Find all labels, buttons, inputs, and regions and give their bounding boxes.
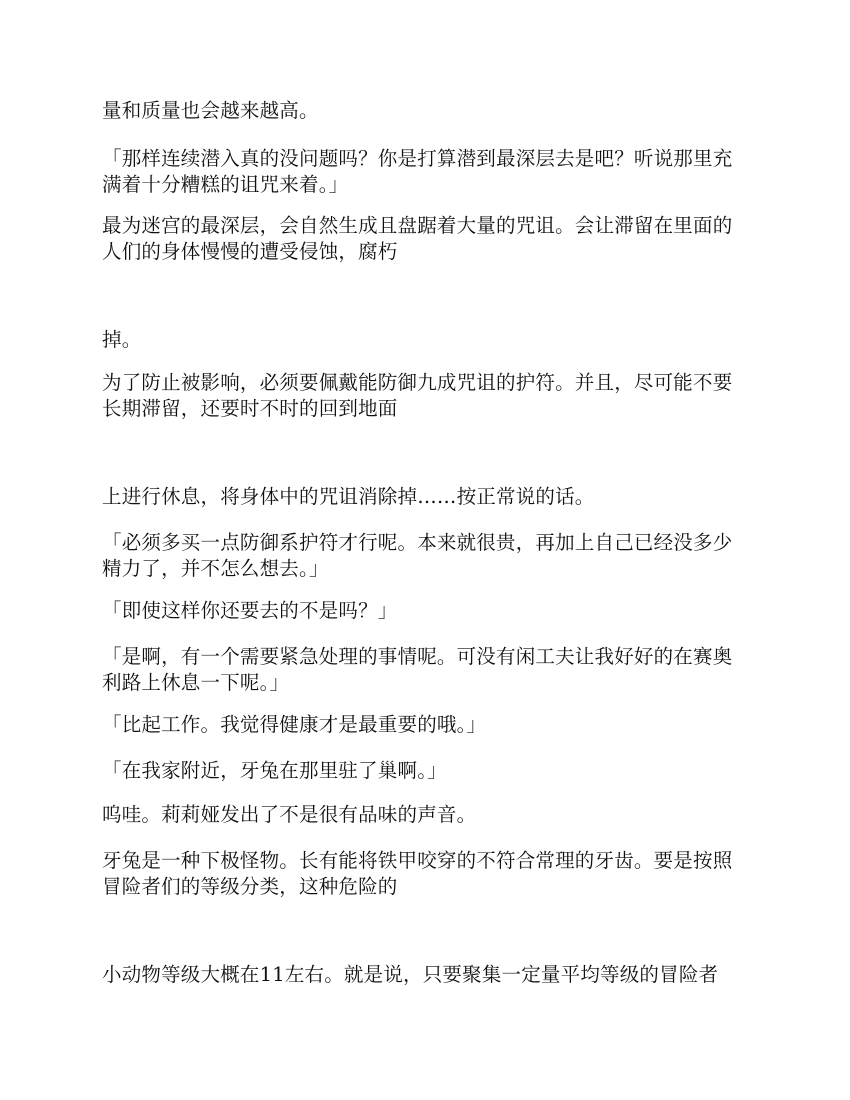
paragraph-8: 「即使这样你还要去的不是吗？」 (102, 599, 398, 622)
paragraph-2: 「那样连续潜入真的没问题吗？你是打算潜到最深层去是吧？听说那里充满着十分糟糕的诅咒来着。」 (102, 147, 733, 196)
paragraph-7: 「必须多买一点防御系护符才行呢。本来就很贵，再加上自己已经没多少精力了，并不怎么想去。」 (102, 531, 733, 580)
paragraph-12: 呜哇。莉莉娅发出了不是很有品味的声音。 (102, 803, 477, 826)
paragraph-6: 上进行休息，将身体中的咒诅消除掉……按正常说的话。 (102, 485, 595, 508)
paragraph-13: 牙兔是一种下极怪物。长有能将铁甲咬穿的不符合常理的牙齿。要是按照冒险者们的等级分类，这种危险的 (102, 849, 733, 898)
paragraph-10: 「比起工作。我觉得健康才是最重要的哦。」 (102, 713, 487, 736)
paragraph-11: 「在我家附近，牙兔在那里驻了巢啊。」 (102, 759, 447, 782)
paragraph-14: 小动物等级大概在11左右。就是说，只要聚集一定量平均等级的冒险者 (102, 963, 719, 986)
paragraph-1: 量和质量也会越来越高。 (102, 99, 319, 122)
paragraph-3: 最为迷宫的最深层，会自然生成且盘踞着大量的咒诅。会让滞留在里面的人们的身体慢慢的遭受侵蚀，腐朽 (102, 214, 733, 263)
document-page (102, 0, 752, 1100)
paragraph-4: 掉。 (102, 328, 142, 351)
paragraph-5: 为了防止被影响，必须要佩戴能防御九成咒诅的护符。并且，尽可能不要长期滞留，还要时不时的回到地面 (102, 371, 733, 420)
paragraph-9: 「是啊，有一个需要紧急处理的事情呢。可没有闲工夫让我好好的在赛奥利路上休息一下呢。」 (102, 645, 733, 694)
